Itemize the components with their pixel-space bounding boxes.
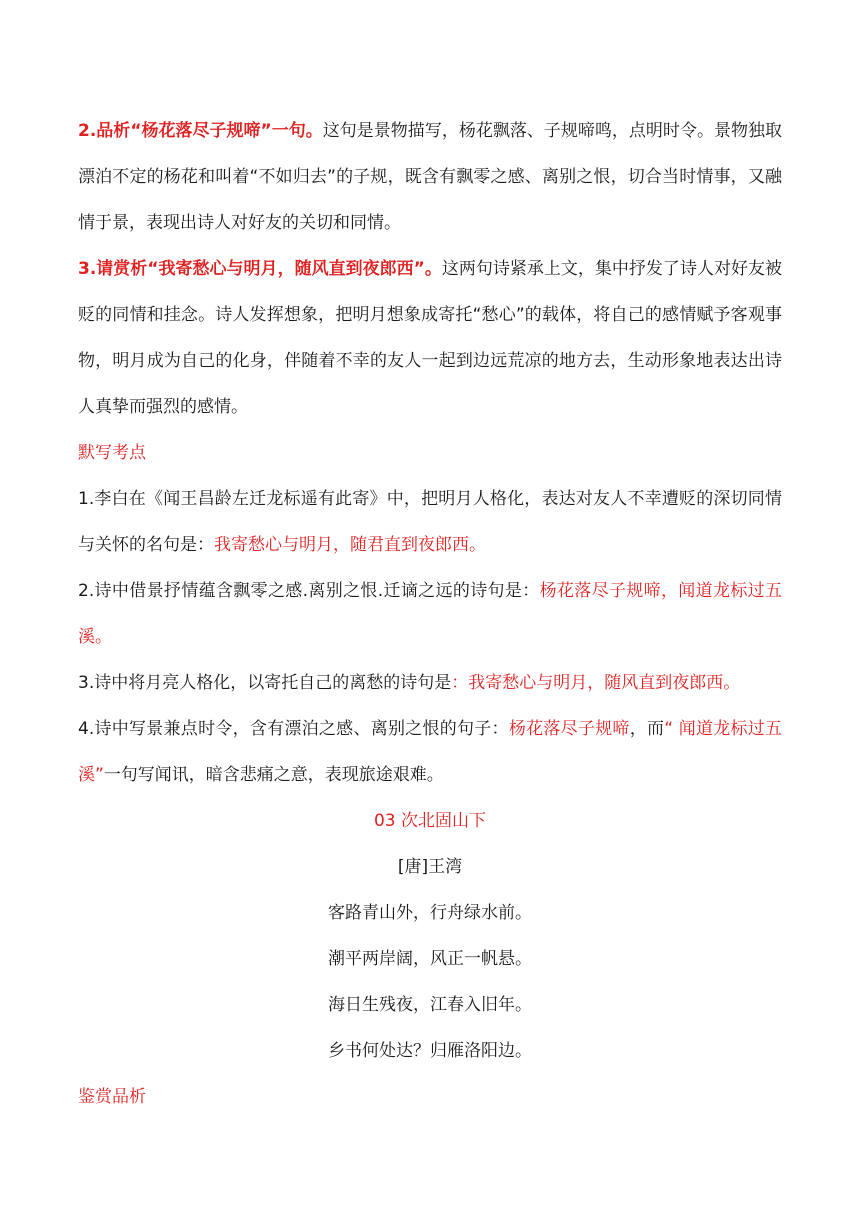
poem-line-2: 潮平两岸阔，风正一帆悬。	[328, 949, 532, 969]
analysis-item-3	[78, 246, 782, 430]
dictation-question-2	[78, 568, 782, 660]
dictation-q2-text: 2.诗中借景抒情蕴含飘零之感.离别之恨.迁谪之远的诗句是：	[78, 581, 540, 601]
dictation-question-1	[78, 476, 782, 568]
dictation-question-3	[78, 660, 782, 706]
dictation-question-4	[78, 706, 782, 798]
dictation-heading: 默写考点	[78, 443, 146, 463]
analysis-item-2-head: 2.品析	[78, 121, 131, 141]
dictation-q4-mid: ，而	[629, 719, 665, 739]
analysis-item-3-body: 这两句诗紧承上文，集中抒发了诗人对好友被贬的同情和挂念。诗人发挥想象，把明月想象成寄托“愁心”的载体，将自己的感情赋予客观事物，明月成为自己的化身，伴随着不幸的友人一起到边远荒凉的地方去，生动形象地表达出诗人真挚而强烈的感情。	[78, 259, 782, 417]
analysis-item-3-quote: “我寄愁心与明月，随风直到夜郎西”。	[147, 259, 442, 279]
analysis-item-2-quote: “杨花落尽子规啼”一句。	[130, 121, 323, 141]
dictation-q4-answer-1: 杨花落尽子规啼	[508, 719, 630, 739]
dictation-q4-tail: 一句写闻讯，暗含悲痛之意，表现旅途艰难。	[103, 765, 444, 785]
dictation-q1-answer: 我寄愁心与明月，随君直到夜郎西。	[214, 535, 486, 555]
appreciation-heading: 鉴赏品析	[78, 1087, 146, 1107]
analysis-item-2	[78, 108, 782, 246]
poem-line-1: 客路青山外，行舟绿水前。	[328, 903, 532, 923]
analysis-item-2-body: 这句是景物描写，杨花飘落、子规啼鸣，点明时令。景物独取漂泊不定的杨花和叫着“不如归去”的子规，既含有飘零之感、离别之恨，切合当时情事，又融情于景，表现出诗人对好友的关切和同情。	[78, 121, 782, 233]
dictation-q1-text: 1.李白在《闻王昌龄左迁龙标遥有此寄》中，把明月人格化，表达对友人不幸遭贬的深切同情与关怀的名句是：	[78, 489, 782, 555]
poem-line-4: 乡书何处达？归雁洛阳边。	[328, 1041, 532, 1061]
dictation-q2-answer: 杨花落尽子规啼，闻道龙标过五溪。	[78, 581, 783, 647]
dictation-q4-text: 4.诗中写景兼点时令，含有漂泊之感、离别之恨的句子：	[78, 719, 509, 739]
dictation-q3-answer: ：我寄愁心与明月，随风直到夜郎西。	[451, 673, 741, 693]
poem-title: 03 次北固山下	[373, 811, 487, 831]
poem-line-3: 海日生残夜，江春入旧年。	[328, 995, 532, 1015]
dictation-q3-text: 3.诗中将月亮人格化，以寄托自己的离愁的诗句是	[78, 673, 452, 693]
poem-author: [唐]王湾	[397, 857, 463, 877]
analysis-item-3-head: 3.请赏析	[78, 259, 148, 279]
dictation-q4-answer-2: “ 闻道龙标过五溪”	[78, 719, 783, 785]
